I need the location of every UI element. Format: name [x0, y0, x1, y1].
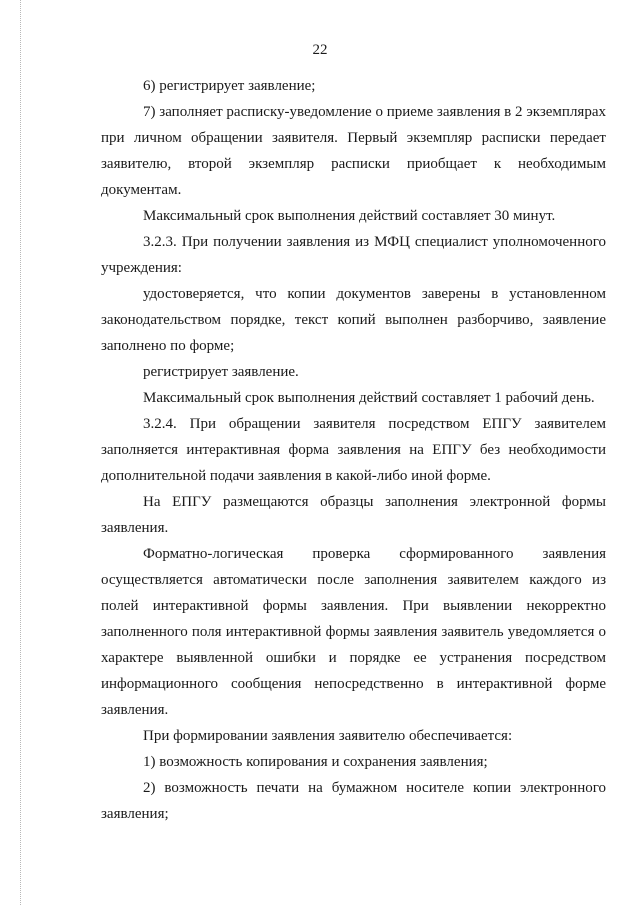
text-line: 6) регистрирует заявление; [143, 78, 316, 94]
text-line: дополнительной подачи заявления в какой-либо иной форме. [101, 468, 491, 484]
paragraph-p10 [101, 541, 606, 723]
paragraph-p7 [101, 385, 606, 411]
text-line: удостоверяется, что копии документов заверены в установленном [143, 286, 606, 302]
text-line: 3.2.4. При обращении заявителя посредством ЕПГУ заявителем [143, 416, 606, 432]
text-line: На ЕПГУ размещаются образцы заполнения электронной формы [143, 494, 606, 510]
text-line: информационного сообщения непосредственно в интерактивной форме [101, 676, 606, 692]
text-line: заявителю, второй экземпляр расписки приобщает к необходимым [101, 156, 606, 172]
text-line: 3.2.3. При получении заявления из МФЦ специалист уполномоченного [143, 234, 606, 250]
text-line: при личном обращении заявителя. Первый экземпляр расписки передает [101, 130, 606, 146]
text-line: заполняется интерактивная форма заявления на ЕПГУ без необходимости [101, 442, 606, 458]
text-line: заявления. [101, 702, 169, 718]
text-line: заявления; [101, 806, 169, 822]
paragraph-p1 [101, 73, 606, 99]
text-line: полей интерактивной формы заявления. При выявлении некорректно [101, 598, 606, 614]
text-line: осуществляется автоматически после заполнения заявителем каждого из [101, 572, 606, 588]
paragraph-p5 [101, 281, 606, 359]
text-line: Максимальный срок выполнения действий составляет 1 рабочий день. [143, 390, 595, 406]
text-line: 7) заполняет расписку-уведомление о приеме заявления в 2 экземплярах [143, 104, 606, 120]
paragraph-p2 [101, 99, 606, 203]
paragraph-p6 [101, 359, 606, 385]
text-line: При формировании заявления заявителю обеспечивается: [143, 728, 513, 744]
paragraph-p8 [101, 411, 606, 489]
text-line: заполнено по форме; [101, 338, 235, 354]
paragraph-p9 [101, 489, 606, 541]
text-line: регистрирует заявление. [143, 364, 299, 380]
paragraph-p3 [101, 203, 606, 229]
text-line: законодательством порядке, текст копий выполнен разборчиво, заявление [101, 312, 606, 328]
text-line: 2) возможность печати на бумажном носителе копии электронного [143, 780, 606, 796]
text-line: заполненного поля интерактивной формы заявления заявитель уведомляется о [101, 624, 606, 640]
paragraph-p11 [101, 723, 606, 749]
text-line: Максимальный срок выполнения действий составляет 30 минут. [143, 208, 556, 224]
binding-margin-line [20, 0, 21, 905]
paragraph-p13 [101, 775, 606, 827]
document-body [101, 73, 606, 827]
text-line: заявления. [101, 520, 169, 536]
text-line: 1) возможность копирования и сохранения заявления; [143, 754, 488, 770]
text-line: учреждения: [101, 260, 182, 276]
text-line: характере выявленной ошибки и порядке ее устранения посредством [101, 650, 606, 666]
text-line: Форматно-логическая проверка сформированного заявления [143, 546, 606, 562]
page-number: 22 [312, 42, 328, 58]
text-line: документам. [101, 182, 182, 198]
paragraph-p12 [101, 749, 606, 775]
paragraph-p4 [101, 229, 606, 281]
